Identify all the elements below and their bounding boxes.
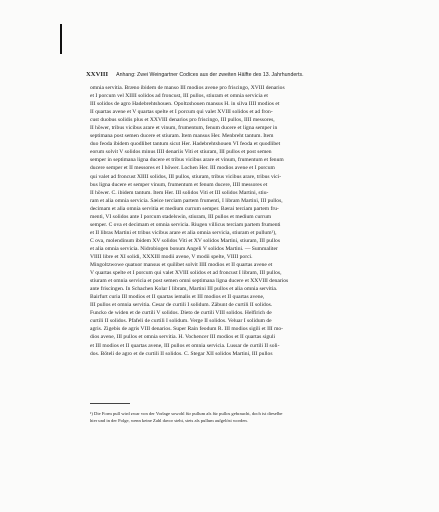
text-line: cust duobus solidis plus et XXVIII denarios pro friscingo, III pullos, IIII messores, (90, 117, 275, 124)
text-line: stiuram et omnia servicia et post semen omni septimana ligna ducere et XXVIII denarios (90, 278, 289, 285)
text-line: curtili II solidos. Pfafeli de curtili I solidum. Verge II solidos. Veluar I solidum de (90, 318, 272, 325)
footnote-rule (90, 403, 130, 404)
margin-mark (60, 24, 62, 54)
text-line: III pullos et omnia servitia. Cesar de curtili I solidum. Zäbunt de curtili II solidos. (90, 302, 273, 309)
footnote (90, 410, 404, 424)
text-line: C ova, molendinum ibidem XV solidos Viti et XV solidos Martini, stiuram, III pullos (90, 237, 281, 244)
text-line: III solidos de agro Hadebrehtshouen. Opoltzshouen mansus H. in silva IIII modios et (90, 101, 280, 108)
text-line: Bairfurt curia III modios et II quartas iemalis et III modios et II quartas avene, (90, 294, 265, 301)
running-title: Anhang: Zwei Weingartner Codices aus der zweiten Hälfte des 13. Jahrhunderts. (116, 72, 304, 78)
body-text (90, 84, 404, 358)
text-line: decimam et alia omnia servitia et medium currum semper. Bærai terciam partem fru- (90, 205, 279, 212)
text-line: agris. Zigebis de agris VIII denarios. Super Rain feodum R. III modios sigili et III mo- (90, 326, 284, 333)
footnote-line: ¹) Die Form pull wird zwar von der Vorlage sowohl für pullum als für pullos gebraucht, doch ist dieselbe (90, 411, 283, 416)
text-line: eorum solvit V solidos minus IIII denariis Viti et stiuram, III pullos et post semen (90, 149, 272, 156)
text-line: bus ligna ducere et semper vinum, frumentum et fenum ducere, IIII messores et (90, 181, 268, 188)
text-line: qui valet ad froncust XIIII solidos, III pullos, stiuram, tribus vicibus arare, tribus vici- (90, 173, 282, 180)
text-line: et alia omnia servicia. Nidrobiogen bonum Angeli V solidos Martini. — Summaliter (90, 245, 278, 252)
text-line: semper. C ova et decimam et omnia servicia. Riugen villicus terciam partem frumenti (90, 221, 281, 228)
footnote-line: hier und in der Folge, wenn keine Zahl davor steht, stets als pullum aufgelöst worden. (90, 418, 248, 424)
text-line: septimana post semen ducere et stiuram. Item mansus Her. Menbreht tantum. Item (90, 133, 274, 140)
text-line: duo feoda ibidem quodlibet tantum sicut Her. Hadebrehtshouen VI feoda et quodlibet (90, 141, 281, 148)
text-line: Funcko de widen et de curtili V solidos. Dieto de curtili VIII solidos. Helfirich de (90, 310, 272, 317)
text-line: et III modios et II quartas avene, III pullos et omnia servicia. Lussar de curtili II soli- (90, 342, 280, 349)
text-line: ducere semper et II messores et I höwer. Lochen Her. III modios avene et I porcum (90, 165, 275, 172)
text-line: menti, VI solidos ante I porcum stadelswin, stiuram, III pullos et medium currum (90, 213, 272, 220)
text-line: et II libras Martini et tribus vicibus arare et alia omnia servicia, stiuram et pullum¹), (90, 229, 277, 236)
text-line: Mingoltzwowe quatuor mansus et quilibet solvit IIII modios et II quartas avene et (90, 262, 273, 269)
text-line: dos. Böteli de agro et de curtili II solidos. C. Stegar XII solidos Martini, III pullos (90, 350, 273, 357)
text-line: II höwer, tribus vicibus arare et vinum, frumentum, fenum ducere et ligna semper in (90, 125, 278, 132)
text-line: V quartas spelte et I porcum qui valet XVIII solidos et ad froncust I libram, III pullos, (90, 270, 282, 277)
text-line: ante friscingen. In Schachen Kolar I libram, Martini III pullos et alia omnia servitia. (90, 286, 278, 293)
page-number: XXVIII (86, 71, 109, 78)
text-line: ram et alia omnia servicia. Sæice terciam partem frumenti, I libram Martini, III pullos, (90, 197, 283, 204)
text-line: omnia servitia. Bræno ibidem de manso III modios avene pro friscingo, XVIII denarios (90, 85, 285, 91)
running-head (86, 71, 402, 78)
text-line: et I porcum vel XIIII solidos ad froncust, III pullos, stiuram et omnia servicia et (90, 93, 268, 100)
text-line: II quartas avene et V quartas spelte et I porcum qui valet XVIII solidos et ad fron- (90, 109, 273, 116)
text-line: semper in septimana ligna ducere et tribus vicibus arare et vinum, frumentum et fenum (90, 157, 284, 164)
text-line: dios avene, III pullos et omnia servitia. H. Vochencer III modios et II quartas siguli (90, 334, 276, 341)
text-line: II höwer. C. ibidem tantum. Item Her. III solidos Viti et III solidos Martini, stiu- (90, 189, 269, 196)
text-line: VIIII libre et XI solidi, XXXIII modii avene, V modii spelte, VIIII porci. (90, 253, 253, 260)
